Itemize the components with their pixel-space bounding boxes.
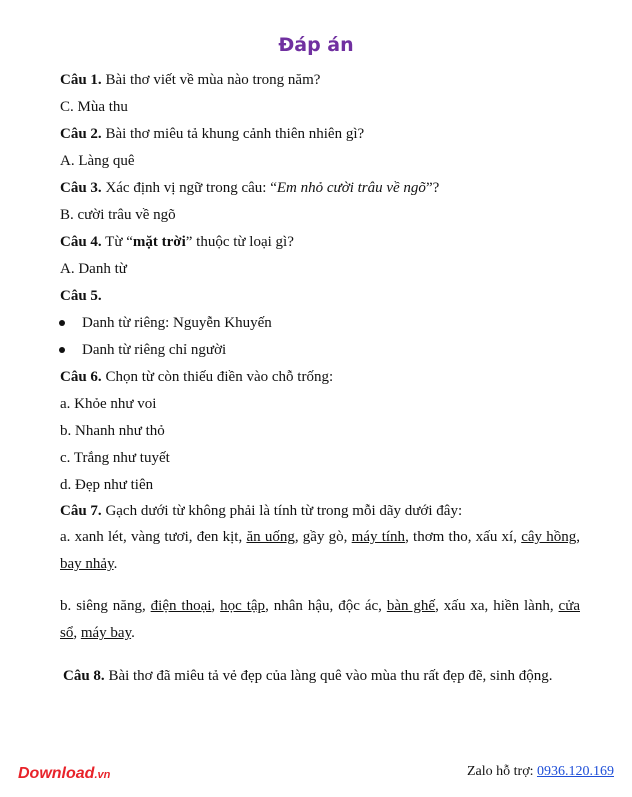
question-4: Câu 4. Từ “mặt trời” thuộc từ loại gì?: [60, 234, 294, 250]
answer-4: A. Danh từ: [60, 261, 127, 277]
bullet-icon: [59, 347, 65, 353]
download-logo[interactable]: Download.vn: [18, 765, 111, 782]
answer-6c: c. Trắng như tuyết: [60, 450, 170, 466]
bullet-icon: [59, 320, 65, 326]
question-8: Câu 8. Bài thơ đã miêu tả vẻ đẹp của làng quê vào mùa thu rất đẹp đẽ, sinh động.: [63, 668, 553, 684]
answer-7a: a. xanh lét, vàng tươi, đen kịt, ăn uống, gầy gò, máy tính, thơm tho, xấu xí, cây hồng, bay nhảy.: [60, 529, 580, 572]
answer-6a: a. Khỏe như voi: [60, 396, 157, 412]
question-5: Câu 5.: [60, 288, 102, 304]
question-1: Câu 1. Bài thơ viết về mùa nào trong năm?: [60, 72, 321, 88]
answer-7b: b. siêng năng, điện thoại, học tập, nhân hậu, độc ác, bàn ghế, xấu xa, hiền lành, cửa sổ, máy bay.: [60, 598, 580, 641]
answer-3: B. cười trâu về ngõ: [60, 207, 176, 223]
phone-link[interactable]: 0936.120.169: [537, 764, 614, 779]
answer-6d: d. Đẹp như tiên: [60, 477, 154, 493]
page-title: Đáp án: [278, 34, 354, 56]
document-page: Đáp án Câu 1. Bài thơ viết về mùa nào trong năm? C. Mùa thu Câu 2. Bài thơ miêu tả khung cảnh thiên nhiên gì? A. Làng quê Câu 3. Xác định vị ngữ trong câu: “Em nhỏ cười trâu về ngõ”? B. cười trâu về ngõ Câu 4. Từ “mặt trời” thuộc từ loại gì? A. Danh từ Câu 5. Danh từ riêng: Nguyễn Khuyến Danh từ riêng chỉ người Câu 6. Chọn từ còn thiếu điền vào chỗ trống: a. Khỏe như voi b. Nhanh như thỏ c. Trắng như tuyết d. Đẹp như tiên Câu 7. Gạch dưới từ không phải là tính từ trong mỗi dãy dưới đây: a. xanh lét, vàng tươi, đen kịt, ăn uống, gầy gò, máy tính, thơm tho, xấu xí, cây hồng, bay nhảy. b. siêng năng, điện thoại, học tập, nhân hậu, độc ác, bàn ghế, xấu xa, hiền lành, cửa sổ, máy bay. Câu 8. Bài thơ đã miêu tả vẻ đẹp của làng quê vào mùa thu rất đẹp đẽ, sinh động. Download.vn Zalo hỗ trợ: 0936.120.169: [0, 0, 632, 797]
zalo-support: Zalo hỗ trợ: 0936.120.169: [467, 764, 614, 779]
question-6: Câu 6. Chọn từ còn thiếu điền vào chỗ trống:: [60, 369, 334, 385]
question-7: Câu 7. Gạch dưới từ không phải là tính từ trong mỗi dãy dưới đây:: [60, 503, 463, 519]
answer-6b: b. Nhanh như thỏ: [60, 423, 165, 439]
question-3: Câu 3. Xác định vị ngữ trong câu: “Em nhỏ cười trâu về ngõ”?: [60, 180, 440, 196]
question-2: Câu 2. Bài thơ miêu tả khung cảnh thiên nhiên gì?: [60, 126, 365, 142]
answer-2: A. Làng quê: [60, 153, 135, 169]
answer-1: C. Mùa thu: [60, 99, 128, 115]
